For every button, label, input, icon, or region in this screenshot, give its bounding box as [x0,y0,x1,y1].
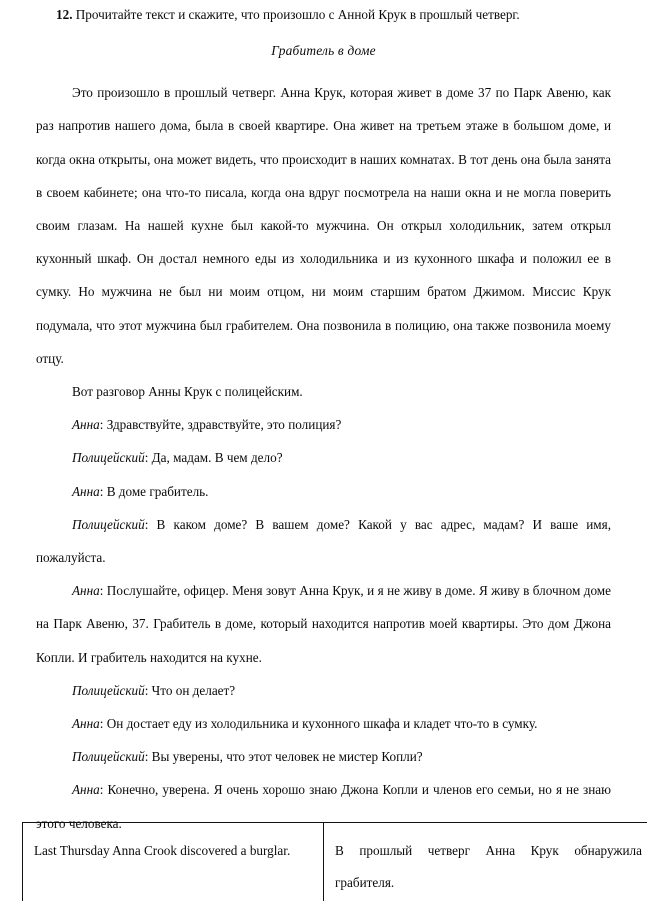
dialogue-text: : Конечно, уверена. Я очень хорошо знаю Джона Копли и членов его семьи, но я не знаю этого человека. [36,782,611,831]
narrative-paragraph: Это произошло в прошлый четверг. Анна Крук, которая живет в доме 37 по Парк Авеню, как раз напротив нашего дома, была в своей квартире. Она живет на третьем этаже в большом доме, и когда окна открыты, она может видеть, что происходит в наших комнатах. В тот день она была занята в своем кабинете; она что-то писала, когда она вдруг посмотрела на наши окна и не могла поверить своим глазам. На нашей кухне был какой-то мужчина. Он открыл холодильник, затем открыл кухонный шкаф. Он достал немного еды из холодильника и из кухонного шкафа и положил ее в сумку. Но мужчина не был ни моим отцом, ни моим старшим братом Джимом. Миссис Крук подумала, что этот мужчина был грабителем. Она позвонила в полицию, она также позвонила моему отцу. [36,85,611,366]
dialogue-turn [36,707,611,740]
dialogue-lead-line: Вот разговор Анны Крук с полицейским. [72,384,303,400]
dialogue-speaker: Анна [72,417,100,433]
page-content [36,8,611,840]
dialogue-turn [36,574,611,674]
dialogue-text: : Что он делает? [144,682,236,698]
dialogue-turn [36,441,611,474]
dialogue-speaker: Анна [72,483,100,499]
dialogue-text: : Вы уверены, что этот человек не мистер Копли? [144,749,423,765]
dialogue-speaker: Полицейский [72,516,145,532]
dialogue-text: : Послушайте, офицер. Меня зовут Анна Крук, и я не живу в доме. Я живу в блочном доме на Парк Авеню, 37. Грабитель в доме, который находится напротив моей квартиры. Это дом Джона Копли. И грабитель находится на кухне. [36,583,611,665]
dialogue-text: : Да, мадам. В чем дело? [144,450,283,466]
table-cell-russian: В прошлый четверг Анна Крук обнаружила грабителя. [324,823,647,901]
exercise-number: 12. [56,7,73,22]
dialogue-turn [36,674,611,707]
dialogue-text: : В каком доме? В вашем доме? Какой у вас адрес, мадам? И ваше имя, пожалуйста. [36,516,611,566]
dialogue-speaker: Полицейский [72,682,145,698]
translation-table [22,822,647,901]
dialogue-speaker: Анна [72,782,100,798]
dialogue-speaker: Анна [72,716,100,732]
dialogue-text: : В доме грабитель. [99,483,209,499]
exercise-instruction [36,8,611,21]
exercise-instruction-text: Прочитайте текст и скажите, что произошло с Анной Крук в прошлый четверг. [75,7,520,22]
dialogue-turn [36,408,611,441]
table-cell-english: Last Thursday Anna Crook discovered a burglar. [23,823,324,901]
dialogue-text: : Он достает еду из холодильника и кухонного шкафа и кладет что-то в сумку. [99,716,538,732]
dialogue-text: : Здравствуйте, здравствуйте, это полиция? [99,417,342,433]
table-row [23,823,647,901]
dialogue-speaker: Полицейский [72,749,145,765]
dialogue-speaker: Анна [72,583,100,599]
dialogue-turn [36,740,611,773]
story-title: Грабитель в доме [271,43,376,59]
dialogue-speaker: Полицейский [72,450,145,466]
dialogue-turn [36,475,611,508]
dialogue-turn [36,508,611,574]
